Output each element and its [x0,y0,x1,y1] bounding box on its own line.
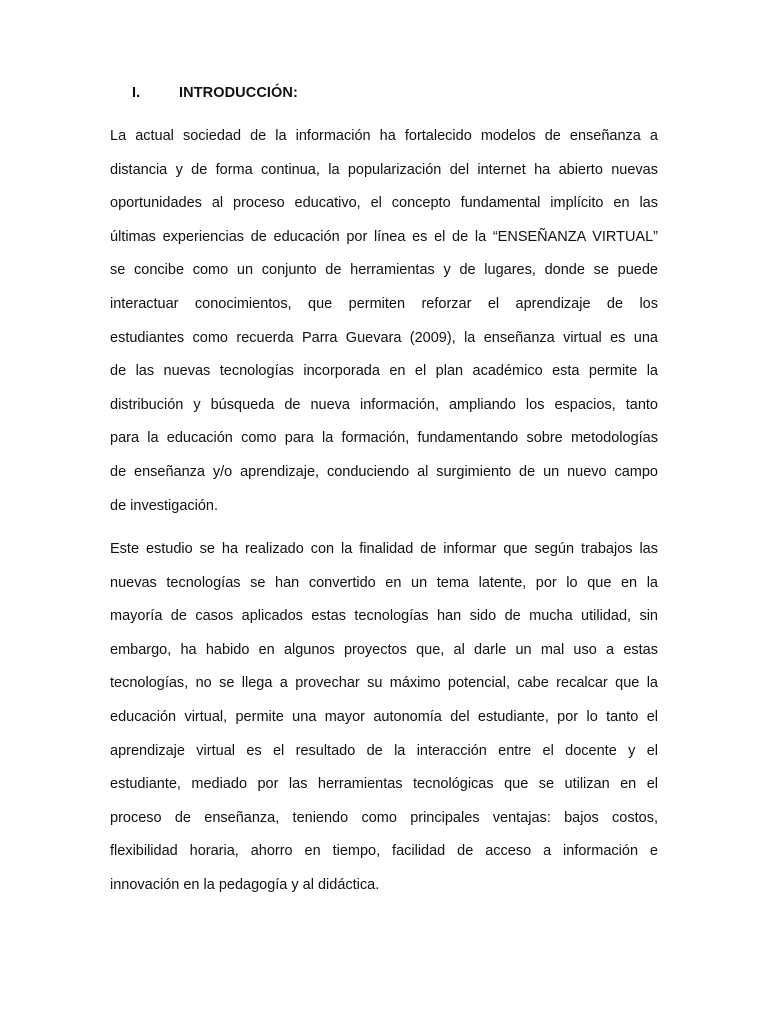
section-heading [132,85,298,101]
paragraph-2 [110,533,658,903]
text-line: estudiantes como recuerda Parra Guevara (2009), la enseñanza virtual es una [110,329,658,346]
text-line: de enseñanza y/o aprendizaje, conduciendo al surgimiento de un nuevo campo [110,463,658,480]
text-line: para la educación como para la formación, fundamentando sobre metodologías [110,430,658,447]
text-line: flexibilidad horaria, ahorro en tiempo, facilidad de acceso a información e [110,843,658,860]
text-line: innovación en la pedagogía y al didáctica. [110,876,380,893]
text-line: últimas experiencias de educación por línea es el de la “ENSEÑANZA VIRTUAL” [110,228,658,245]
text-line: proceso de enseñanza, teniendo como principales ventajas: bajos costos, [110,809,658,826]
section-title: INTRODUCCIÓN: [179,85,298,101]
text-line: aprendizaje virtual es el resultado de la interacción entre el docente y el [110,742,658,759]
text-line: de las nuevas tecnologías incorporada en el plan académico esta permite la [110,363,658,380]
text-line: distancia y de forma continua, la popularización del internet ha abierto nuevas [110,161,658,178]
section-number: I. [132,85,141,101]
paragraph-1 [110,120,658,523]
text-line: de investigación. [110,497,219,514]
text-line: estudiante, mediado por las herramientas tecnológicas que se utilizan en el [110,776,658,793]
text-line: educación virtual, permite una mayor autonomía del estudiante, por lo tanto el [110,708,658,725]
text-line: La actual sociedad de la información ha fortalecido modelos de enseñanza a [110,128,658,144]
text-line: se concibe como un conjunto de herramientas y de lugares, donde se puede [110,262,658,279]
text-line: Este estudio se ha realizado con la finalidad de informar que según trabajos las [110,541,658,557]
text-line: interactuar conocimientos, que permiten reforzar el aprendizaje de los [110,295,658,312]
text-line: oportunidades al proceso educativo, el concepto fundamental implícito en las [110,195,658,212]
text-line: nuevas tecnologías se han convertido en un tema latente, por lo que en la [110,574,658,591]
text-line: mayoría de casos aplicados estas tecnologías han sido de mucha utilidad, sin [110,608,658,625]
text-line: distribución y búsqueda de nueva información, ampliando los espacios, tanto [110,396,658,413]
text-line: embargo, ha habido en algunos proyectos que, al darle un mal uso a estas [110,641,658,658]
text-line: tecnologías, no se llega a provechar su máximo potencial, cabe recalcar que la [110,675,658,692]
